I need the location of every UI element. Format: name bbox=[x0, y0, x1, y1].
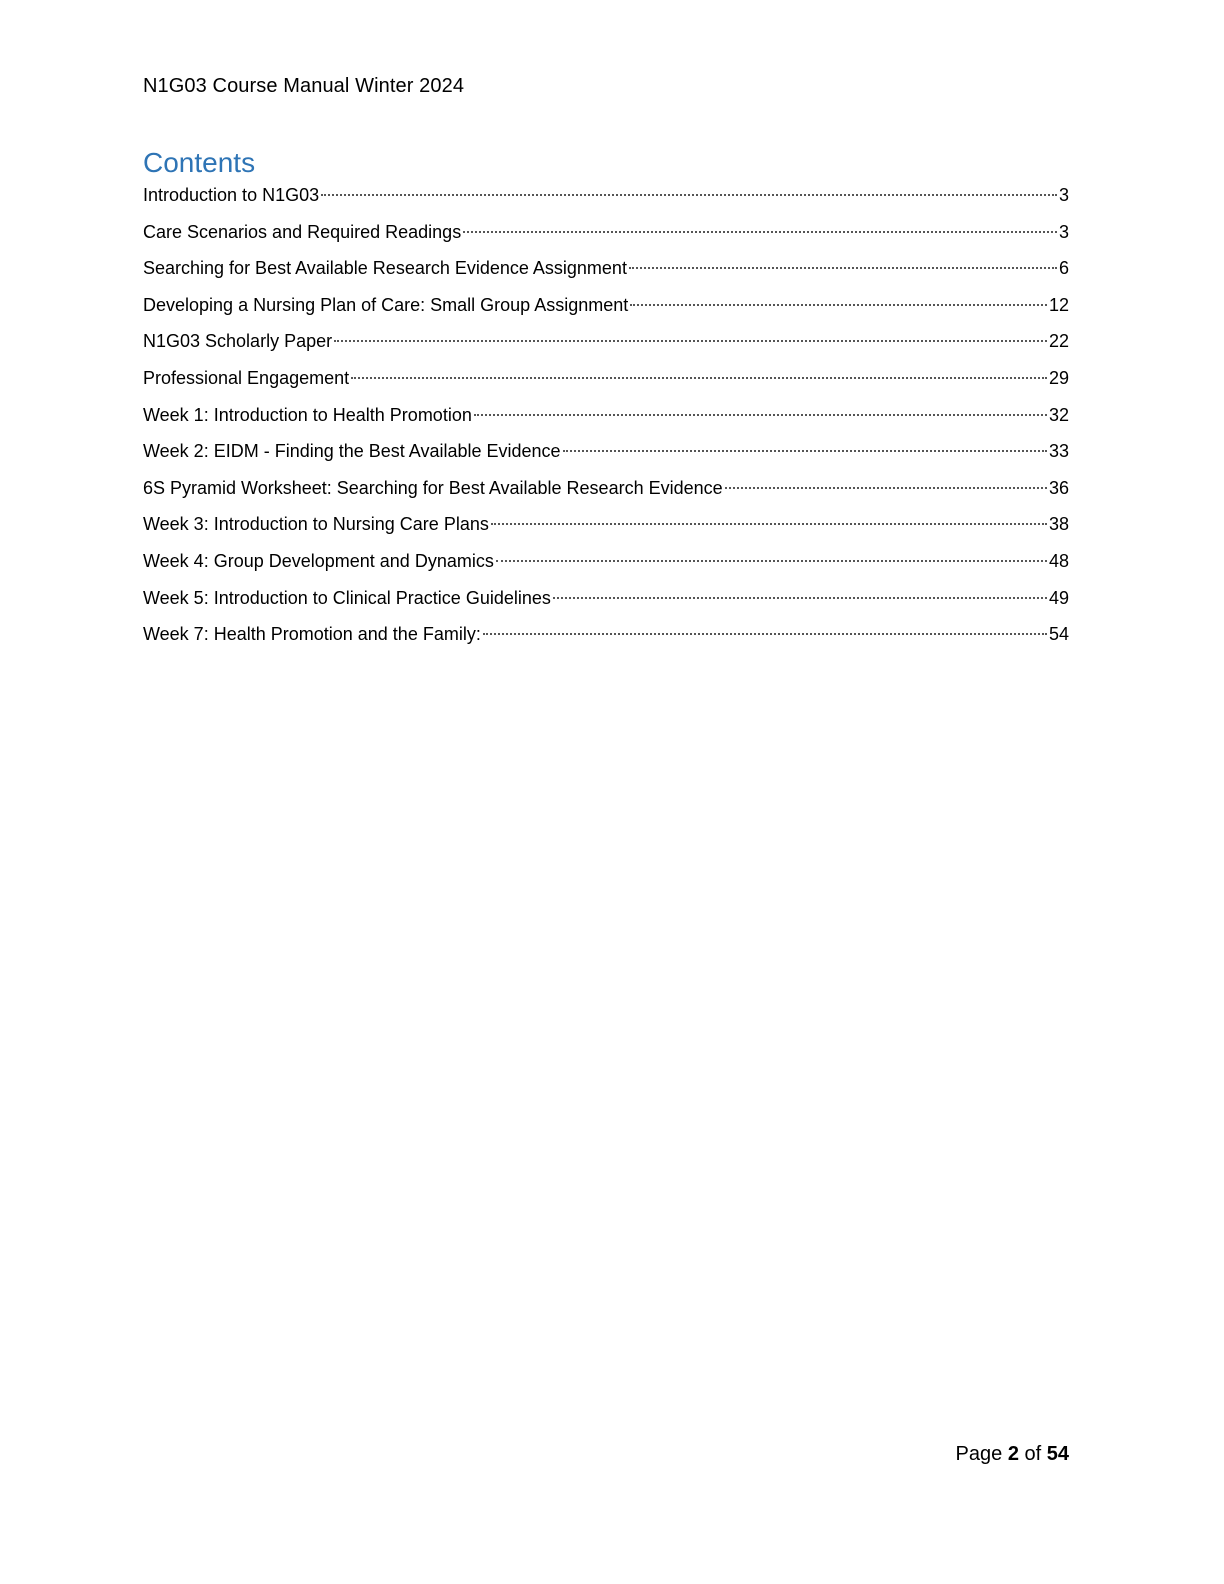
toc-entry-page: 3 bbox=[1058, 221, 1069, 242]
toc-entry-page: 12 bbox=[1048, 294, 1069, 315]
toc-entry-page: 36 bbox=[1048, 477, 1069, 498]
toc-dot-leader bbox=[725, 487, 1047, 489]
toc-dot-leader bbox=[491, 523, 1047, 525]
toc-entry-searching-evidence-assignment[interactable] bbox=[143, 254, 1069, 291]
current-page-number: 2 bbox=[1007, 1443, 1019, 1465]
toc-entry-week-4[interactable] bbox=[143, 547, 1069, 584]
toc-entry-title: Care Scenarios and Required Readings bbox=[143, 221, 462, 242]
running-header: N1G03 Course Manual Winter 2024 bbox=[143, 75, 465, 97]
toc-entry-title: Professional Engagement bbox=[143, 367, 350, 388]
toc-entry-page: 3 bbox=[1058, 185, 1069, 205]
toc-entry-week-2[interactable] bbox=[143, 437, 1069, 474]
toc-dot-leader bbox=[463, 231, 1057, 233]
toc-dot-leader bbox=[351, 377, 1047, 379]
toc-dot-leader bbox=[629, 267, 1057, 269]
page-word: Page bbox=[955, 1443, 1003, 1465]
toc-dot-leader bbox=[483, 633, 1047, 635]
toc-dot-leader bbox=[334, 340, 1047, 342]
toc-entry-title: Week 1: Introduction to Health Promotion bbox=[143, 404, 472, 425]
toc-entry-page: 29 bbox=[1048, 367, 1069, 388]
toc-entry-care-scenarios[interactable] bbox=[143, 218, 1069, 255]
toc-heading: Contents bbox=[143, 147, 256, 178]
toc-entry-title: Week 7: Health Promotion and the Family: bbox=[143, 624, 481, 645]
toc-entry-title: Developing a Nursing Plan of Care: Small Group Assignment bbox=[143, 294, 629, 315]
toc-entry-page: 54 bbox=[1048, 624, 1069, 645]
toc-entry-nursing-plan-of-care[interactable] bbox=[143, 291, 1069, 328]
toc-entry-title: Week 3: Introduction to Nursing Care Plans bbox=[143, 514, 489, 535]
toc-entry-title: Introduction to N1G03 bbox=[143, 185, 320, 205]
toc-entry-title: Searching for Best Available Research Evidence Assignment bbox=[143, 258, 627, 279]
toc-entry-title: Week 4: Group Development and Dynamics bbox=[143, 550, 494, 571]
toc-entry-page: 49 bbox=[1048, 587, 1069, 608]
page-number-footer bbox=[956, 1440, 1069, 1468]
toc-entry-page: 38 bbox=[1048, 514, 1069, 535]
toc-entry-page: 6 bbox=[1058, 258, 1069, 279]
toc-entry-introduction[interactable] bbox=[143, 181, 1069, 218]
toc-entry-6s-pyramid-worksheet[interactable] bbox=[143, 474, 1069, 511]
toc-dot-leader bbox=[630, 304, 1047, 306]
toc-dot-leader bbox=[496, 560, 1047, 562]
toc-dot-leader bbox=[563, 450, 1047, 452]
toc-entry-professional-engagement[interactable] bbox=[143, 364, 1069, 401]
toc-entry-page: 48 bbox=[1048, 550, 1069, 571]
toc-entry-week-5[interactable] bbox=[143, 584, 1069, 621]
table-of-contents bbox=[143, 181, 1069, 657]
toc-entry-title: 6S Pyramid Worksheet: Searching for Best Available Research Evidence bbox=[143, 477, 723, 498]
toc-dot-leader bbox=[553, 597, 1047, 599]
toc-entry-week-1[interactable] bbox=[143, 401, 1069, 438]
toc-entry-page: 32 bbox=[1048, 404, 1069, 425]
toc-entry-scholarly-paper[interactable] bbox=[143, 327, 1069, 364]
toc-entry-week-3[interactable] bbox=[143, 510, 1069, 547]
toc-dot-leader bbox=[321, 194, 1057, 196]
toc-entry-week-7[interactable] bbox=[143, 620, 1069, 657]
toc-entry-title: Week 2: EIDM - Finding the Best Available Evidence bbox=[143, 441, 561, 462]
toc-entry-page: 22 bbox=[1048, 331, 1069, 352]
total-page-count: 54 bbox=[1046, 1443, 1069, 1465]
of-word: of bbox=[1024, 1443, 1042, 1465]
toc-entry-title: Week 5: Introduction to Clinical Practice Guidelines bbox=[143, 587, 551, 608]
toc-entry-page: 33 bbox=[1048, 441, 1069, 462]
toc-dot-leader bbox=[474, 414, 1047, 416]
toc-entry-title: N1G03 Scholarly Paper bbox=[143, 331, 333, 352]
